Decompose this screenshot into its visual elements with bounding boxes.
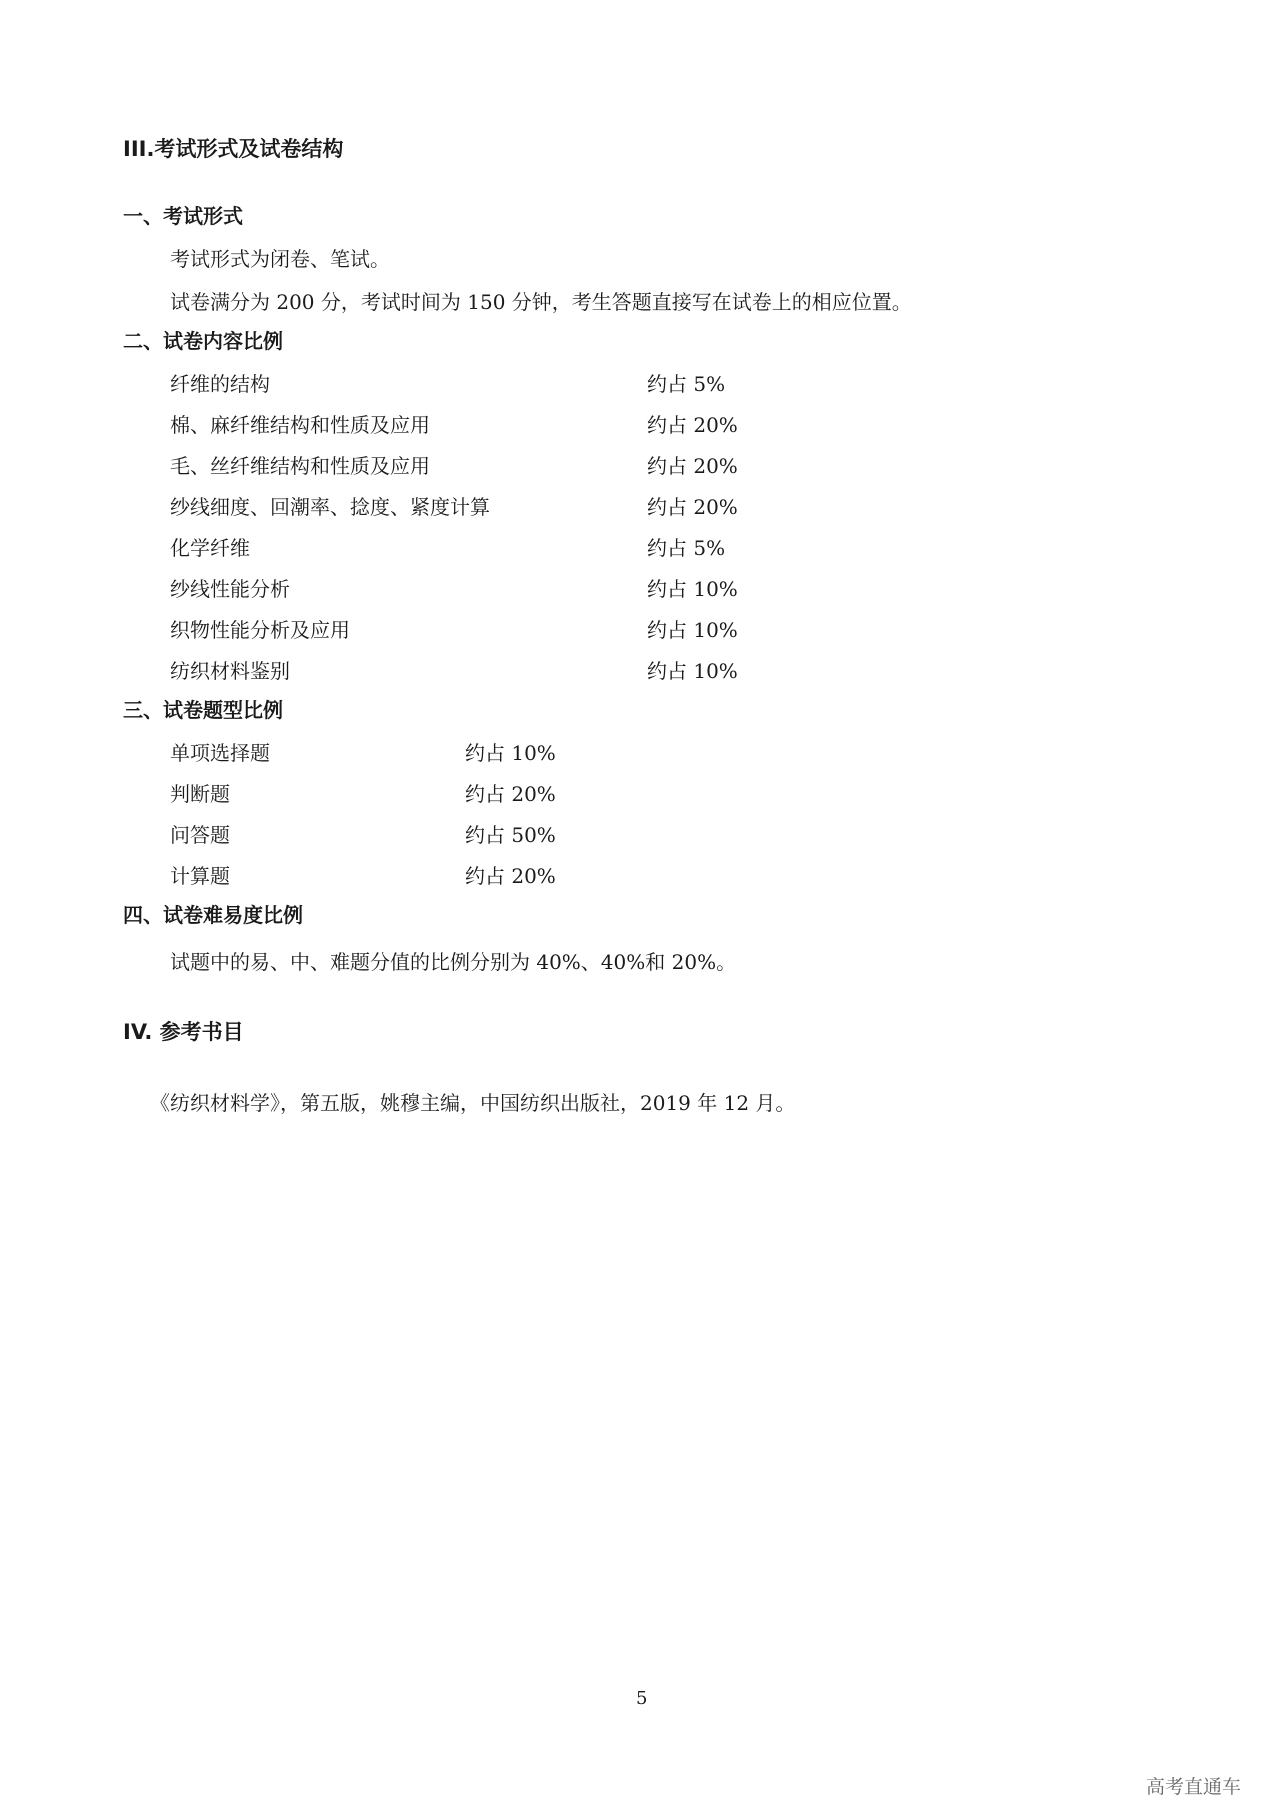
content-ratio-value: 约占 5% — [647, 372, 726, 396]
question-type-label: 判断题 — [170, 782, 230, 806]
content-ratio-value: 约占 10% — [647, 659, 738, 683]
content-ratio-label: 毛、丝纤维结构和性质及应用 — [170, 454, 430, 478]
question-type-value: 约占 20% — [465, 782, 556, 806]
page-number: 5 — [636, 1688, 648, 1709]
question-type-label: 问答题 — [170, 823, 230, 847]
content-ratio-value: 约占 10% — [647, 618, 738, 642]
content-ratio-value: 约占 10% — [647, 577, 738, 601]
question-type-value: 约占 20% — [465, 864, 556, 888]
section-3-title: III.考试形式及试卷结构 — [123, 137, 344, 161]
content-ratio-label: 化学纤维 — [170, 536, 250, 560]
content-ratio-value: 约占 20% — [647, 454, 738, 478]
content-ratio-label: 纱线性能分析 — [170, 577, 290, 601]
paragraph-difficulty-ratio: 试题中的易、中、难题分值的比例分别为 40%、40%和 20%。 — [170, 950, 737, 974]
heading-content-ratio: 二、试卷内容比例 — [123, 329, 283, 353]
content-ratio-label: 纺织材料鉴别 — [170, 659, 290, 683]
content-ratio-value: 约占 5% — [647, 536, 726, 560]
reference-book: 《纺织材料学》，第五版，姚穆主编，中国纺织出版社，2019 年 12 月。 — [150, 1091, 796, 1115]
content-ratio-label: 棉、麻纤维结构和性质及应用 — [170, 413, 430, 437]
content-ratio-label: 纤维的结构 — [170, 372, 270, 396]
heading-question-type-ratio: 三、试卷题型比例 — [123, 698, 283, 722]
heading-exam-format: 一、考试形式 — [123, 204, 243, 228]
question-type-label: 单项选择题 — [170, 741, 270, 765]
content-ratio-label: 纱线细度、回潮率、捻度、紧度计算 — [170, 495, 490, 519]
question-type-value: 约占 10% — [465, 741, 556, 765]
question-type-label: 计算题 — [170, 864, 230, 888]
paragraph-exam-format: 考试形式为闭卷、笔试。 — [170, 247, 390, 271]
content-ratio-value: 约占 20% — [647, 495, 738, 519]
question-type-value: 约占 50% — [465, 823, 556, 847]
content-ratio-label: 织物性能分析及应用 — [170, 618, 350, 642]
watermark: 高考直通车 — [1146, 1776, 1242, 1798]
content-ratio-value: 约占 20% — [647, 413, 738, 437]
section-4-title: IV. 参考书目 — [123, 1020, 244, 1044]
paragraph-exam-score-time: 试卷满分为 200 分，考试时间为 150 分钟，考生答题直接写在试卷上的相应位置。 — [170, 290, 912, 314]
heading-difficulty-ratio: 四、试卷难易度比例 — [123, 903, 303, 927]
